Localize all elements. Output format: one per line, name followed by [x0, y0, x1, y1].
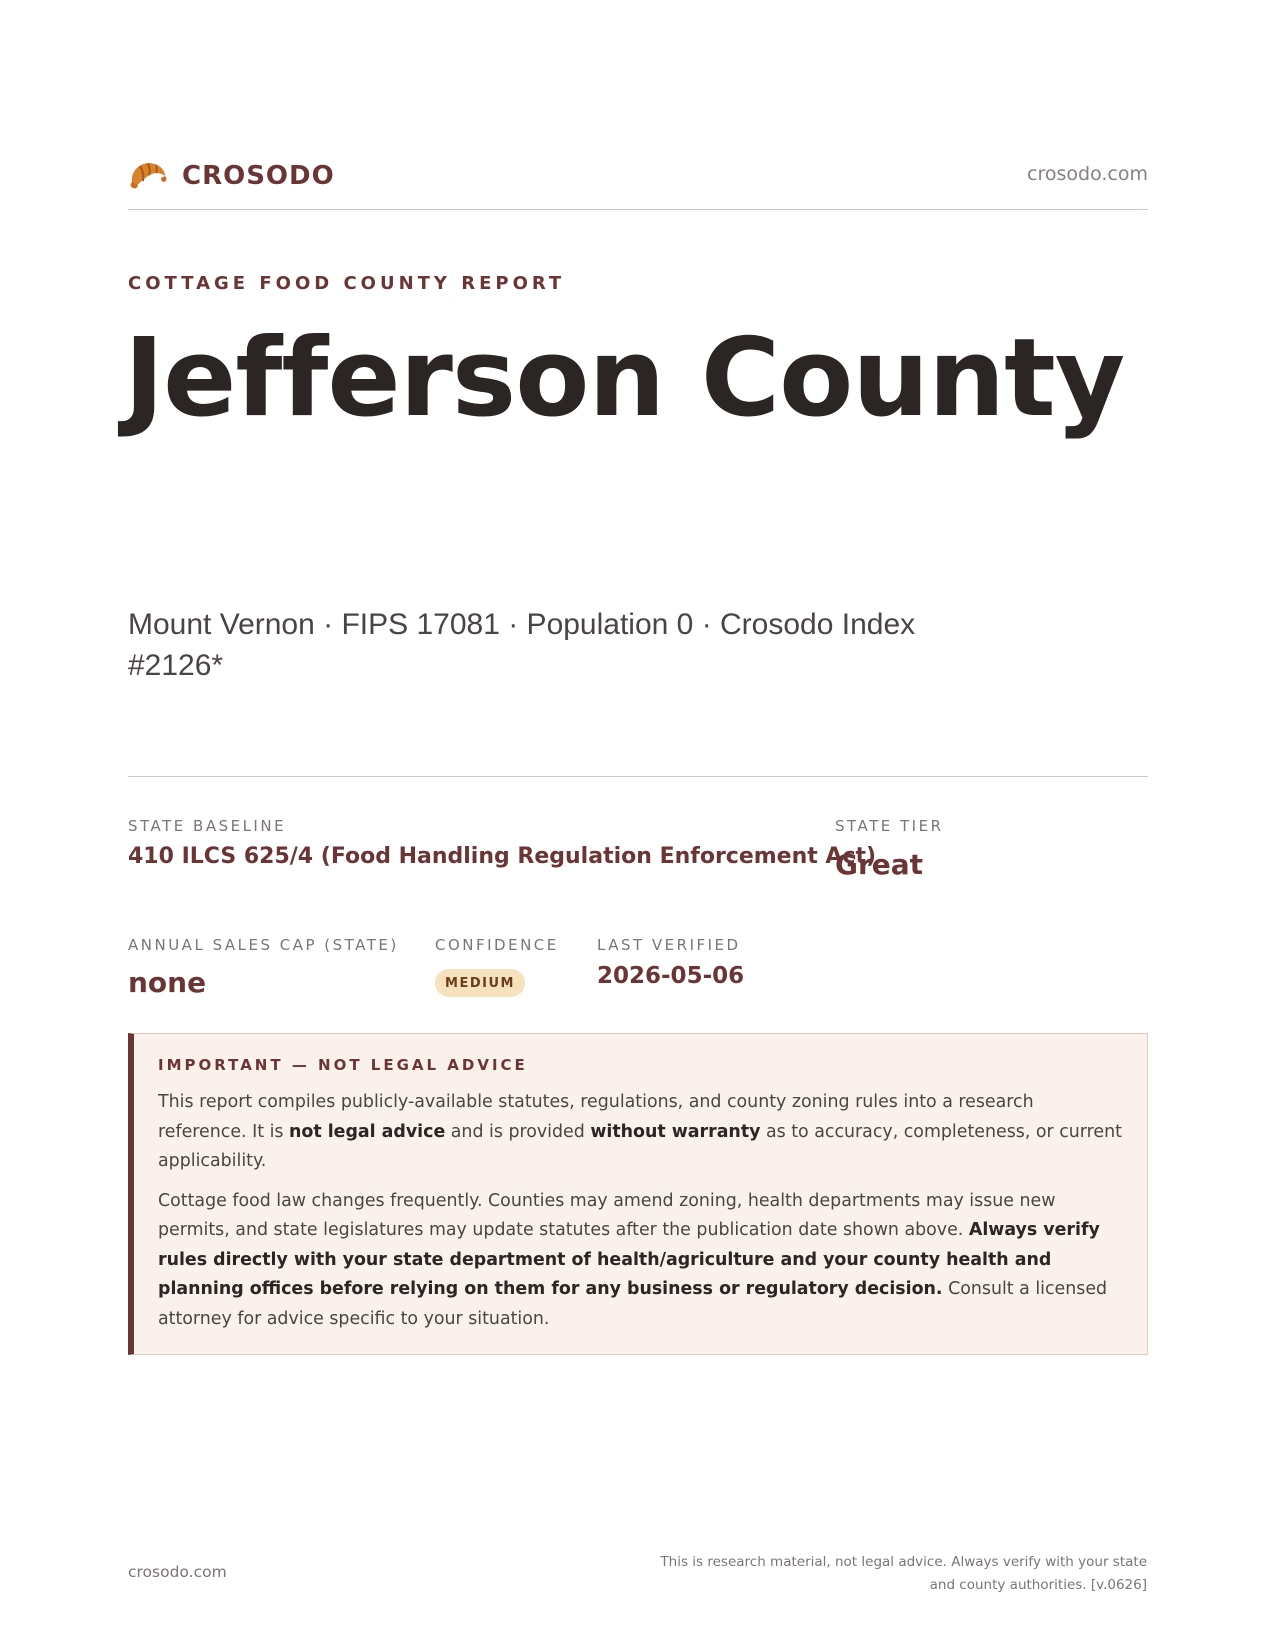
disclaimer-paragraph-1: This report compiles publicly-available statutes, regulations, and county zoning rules into a research reference. It is not legal advice and is provided without warranty as to accuracy, completeness, or current applicability. — [158, 1092, 1122, 1171]
disclaimer-title: IMPORTANT — NOT LEGAL ADVICE — [158, 1056, 528, 1074]
page-header — [128, 158, 1148, 210]
legal-disclaimer-box — [128, 1033, 1148, 1355]
footer-disclaimer-line-1: This is research material, not legal advice. Always verify with your state — [660, 1554, 1147, 1570]
state-baseline-label: STATE BASELINE — [128, 817, 287, 835]
state-tier-label: STATE TIER — [835, 817, 944, 835]
last-verified-value: 2026-05-06 — [597, 963, 745, 989]
state-baseline-value: 410 ILCS 625/4 (Food Handling Regulation Enforcement Act) — [128, 844, 877, 869]
confidence-label: CONFIDENCE — [435, 936, 559, 954]
footer-disclaimer-line-2: and county authorities. [v.0626] — [929, 1577, 1147, 1593]
last-verified-label: LAST VERIFIED — [597, 936, 741, 954]
site-link[interactable]: crosodo.com — [1027, 163, 1148, 185]
footer-disclaimer — [627, 1551, 1147, 1597]
confidence-badge: MEDIUM — [435, 969, 525, 997]
sales-cap-label: ANNUAL SALES CAP (STATE) — [128, 936, 399, 954]
footer-site-link[interactable]: crosodo.com — [128, 1563, 227, 1581]
disclaimer-paragraph-2: Cottage food law changes frequently. Counties may amend zoning, health departments may issue new permits, and state legislatures may update statutes after the publication date shown above. Always verify rules directly with your state department of health/agriculture and your county health and planning offices before relying on them for any business or regulatory decision. Consult a licensed attorney for advice specific to your situation. — [158, 1190, 1108, 1329]
page-title: Jefferson County — [124, 316, 1125, 441]
sales-cap-value: none — [128, 966, 207, 999]
state-tier-value: Great — [835, 848, 924, 881]
report-eyebrow: COTTAGE FOOD COUNTY REPORT — [128, 273, 566, 294]
section-divider — [128, 776, 1148, 777]
croissant-icon — [128, 154, 168, 194]
brand-name: CROSODO — [182, 161, 335, 191]
county-subtitle: Mount Vernon · FIPS 17081 · Population 0 · Crosodo Index #2126* — [128, 608, 916, 682]
brand[interactable] — [128, 158, 335, 194]
